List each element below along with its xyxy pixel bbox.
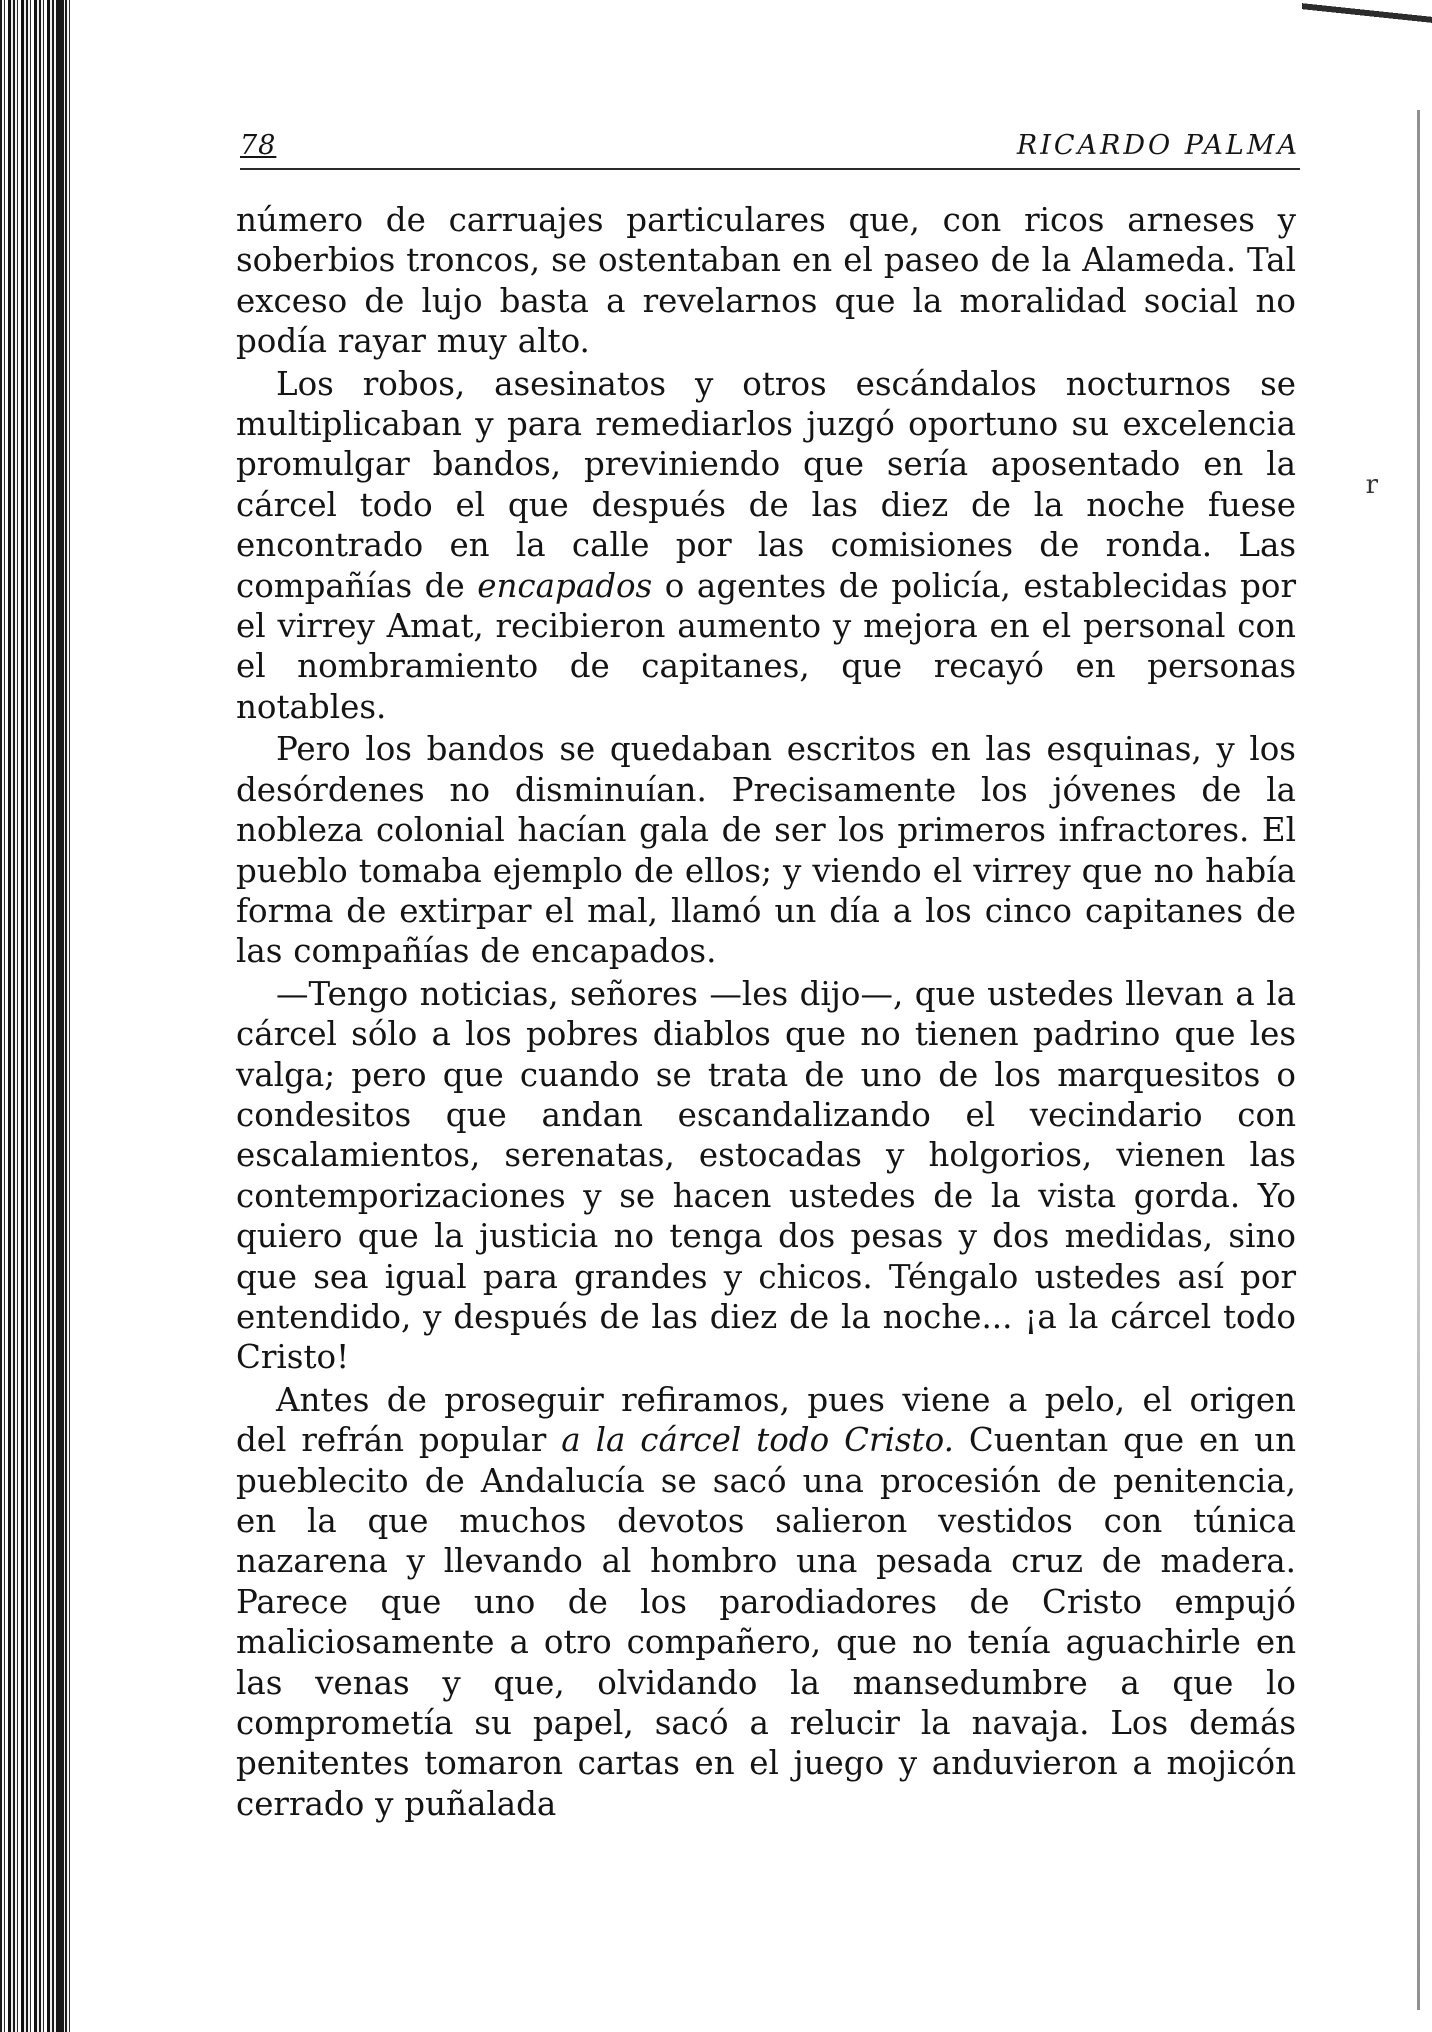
page-number: 78 (240, 130, 277, 161)
paragraph (236, 364, 1296, 728)
paragraph-text: o agentes de policía, establecidas por el virrey Amat, recibieron aumento y mejora en el personal con el nombramiento de capitanes, que recayó en personas notables. (236, 566, 1296, 726)
running-head: RICARDO PALMA (1016, 130, 1300, 161)
paragraph (236, 974, 1296, 1378)
paragraph (236, 729, 1296, 971)
margin-note: r (1365, 470, 1378, 500)
page-edge-shadow (1417, 110, 1420, 2010)
book-binding-edge (0, 0, 70, 2032)
italic-term: encapados (477, 566, 653, 605)
paragraph-text: número de carruajes particulares que, con ricos arneses y soberbios troncos, se ostentaban en el paseo de la Alameda. Tal exceso de lujo basta a revelarnos que la moralidad social no podía rayar muy alto. (236, 201, 1296, 361)
paragraph-text: —Tengo noticias, señores —les dijo—, que ustedes llevan a la cárcel sólo a los pobres diablos que no tienen padrino que les valga; pero que cuando se trata de uno de los marquesitos o condesitos que andan escandalizando el vecindario con escalamientos, serenatas, estocadas y holgorios, vienen las contemporizaciones y se hacen ustedes de la vista gorda. Yo quiero que la justicia no tenga dos pesas y dos medidas, sino que sea igual para grandes y chicos. Téngalo ustedes así por entendido, y después de las diez de la noche... ¡a la cárcel todo Cristo! (236, 974, 1296, 1377)
italic-proverb: a la cárcel todo Cristo. (561, 1421, 954, 1460)
paragraph-text: Los robos, asesinatos y otros escándalos nocturnos se multiplicaban y para remediarlos juzgó oportuno su excelencia promulgar bandos, previniendo que sería aposentado en la cárcel todo el que después de las diez de la noche fuese encontrado en la calle por las comisiones de ronda. Las compañías de (236, 364, 1296, 605)
paragraph-text: Cuentan que en un pueblecito de Andalucía se sacó una procesión de penitencia, en la que muchos devotos salieron vestidos con túnica nazarena y llevando al hombro una pesada cruz de madera. Parece que uno de los parodiadores de Cristo empujó maliciosamente a otro compañero, que no tenía aguachirle en las venas y que, olvidando la mansedumbre a que lo comprometía su papel, sacó a relucir la navaja. Los demás penitentes tomaron cartas en el juego y anduvieron a mojicón cerrado y puñalada (236, 1421, 1296, 1823)
body-text (236, 200, 1296, 1824)
paragraph-text: Antes de proseguir refiramos, pues viene a pelo, el origen del refrán popular (236, 1380, 1296, 1460)
scan-edge-mark (1302, 0, 1432, 37)
paragraph-text: Pero los bandos se quedaban escritos en las esquinas, y los desórdenes no disminuían. Precisamente los jóvenes de la nobleza colonial hacían gala de ser los primeros infractores. El pueblo tomaba ejemplo de ellos; y viendo el virrey que no había forma de extirpar el mal, llamó un día a los cinco capitanes de las compañías de encapados. (236, 730, 1296, 971)
page-header (240, 128, 1300, 170)
paragraph (236, 200, 1296, 362)
paragraph (236, 1380, 1296, 1824)
